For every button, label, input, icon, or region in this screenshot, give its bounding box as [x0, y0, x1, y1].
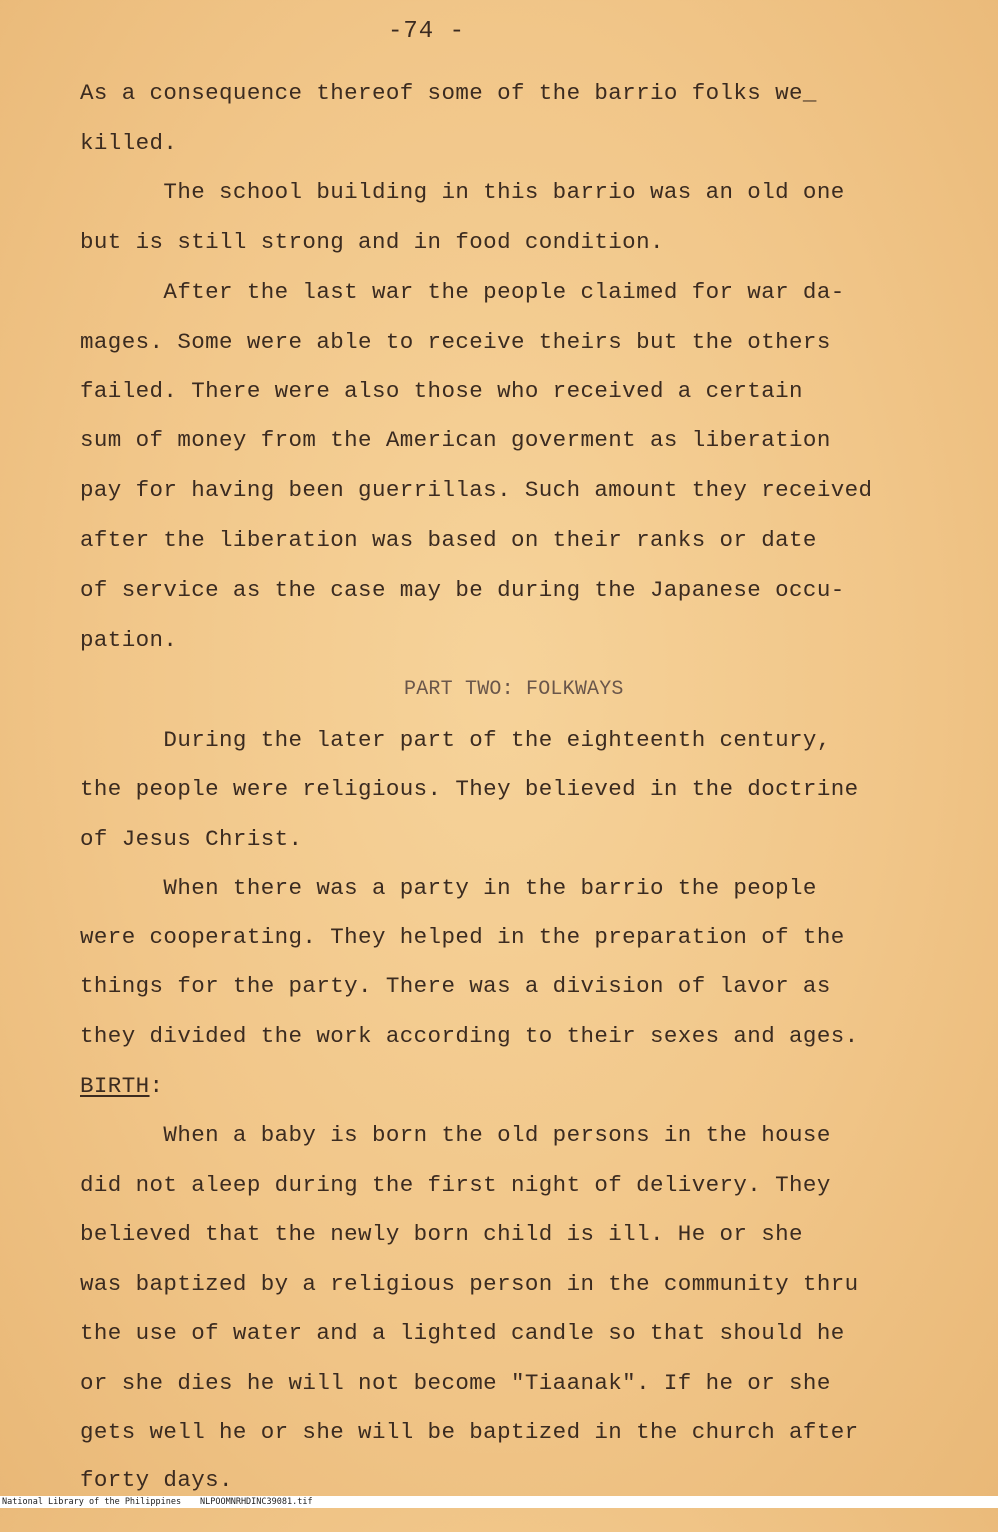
page-number: -74 - [388, 18, 466, 45]
text-line-16: When there was a party in the barrio the people [80, 875, 817, 901]
text-line-27: forty days. [80, 1467, 233, 1493]
library-credit: National Library of the Philippines [2, 1497, 182, 1507]
text-line-13: During the later part of the eighteenth century, [80, 727, 831, 753]
text-line-7: failed. There were also those who received a certain [80, 378, 803, 404]
text-line-18: things for the party. There was a division of lavor as [80, 973, 831, 999]
scan-footer [0, 1496, 998, 1508]
birth-label-colon: : [149, 1073, 164, 1099]
text-line-26: gets well he or she will be baptized in the church after [80, 1419, 859, 1445]
text-line-3: The school building in this barrio was an old one [80, 179, 845, 205]
text-line-20: When a baby is born the old persons in the house [80, 1122, 831, 1148]
text-line-9: pay for having been guerrillas. Such amount they received [80, 477, 873, 503]
text-line-24: the use of water and a lighted candle so that should he [80, 1320, 845, 1346]
text-line-11: of service as the case may be during the Japanese occu- [80, 577, 845, 603]
text-line-12: pation. [80, 627, 178, 653]
subsection-label [80, 1071, 163, 1101]
section-heading: PART TWO: FOLKWAYS [404, 678, 624, 701]
text-line-10: after the liberation was based on their ranks or date [80, 527, 817, 553]
birth-label: BIRTH [80, 1073, 150, 1099]
text-line-15: of Jesus Christ. [80, 826, 303, 852]
text-line-19: they divided the work according to their sexes and ages. [80, 1023, 859, 1049]
text-line-1: As a consequence thereof some of the barrio folks we_ [80, 80, 817, 106]
text-line-22: believed that the newly born child is ill. He or she [80, 1221, 803, 1247]
text-line-14: the people were religious. They believed in the doctrine [80, 776, 859, 802]
text-line-8: sum of money from the American goverment as liberation [80, 427, 831, 453]
text-line-17: were cooperating. They helped in the preparation of the [80, 924, 845, 950]
text-line-6: mages. Some were able to receive theirs but the others [80, 329, 831, 355]
text-line-2: killed. [80, 130, 178, 156]
text-line-4: but is still strong and in food condition. [80, 229, 664, 255]
text-line-23: was baptized by a religious person in the community thru [80, 1271, 859, 1297]
text-line-21: did not aleep during the first night of delivery. They [80, 1172, 831, 1198]
scan-filename: NLPOOMNRHDINC39081.tif [200, 1497, 313, 1507]
text-line-5: After the last war the people claimed for war da- [80, 279, 845, 305]
text-line-25: or she dies he will not become "Tiaanak". If he or she [80, 1370, 831, 1396]
